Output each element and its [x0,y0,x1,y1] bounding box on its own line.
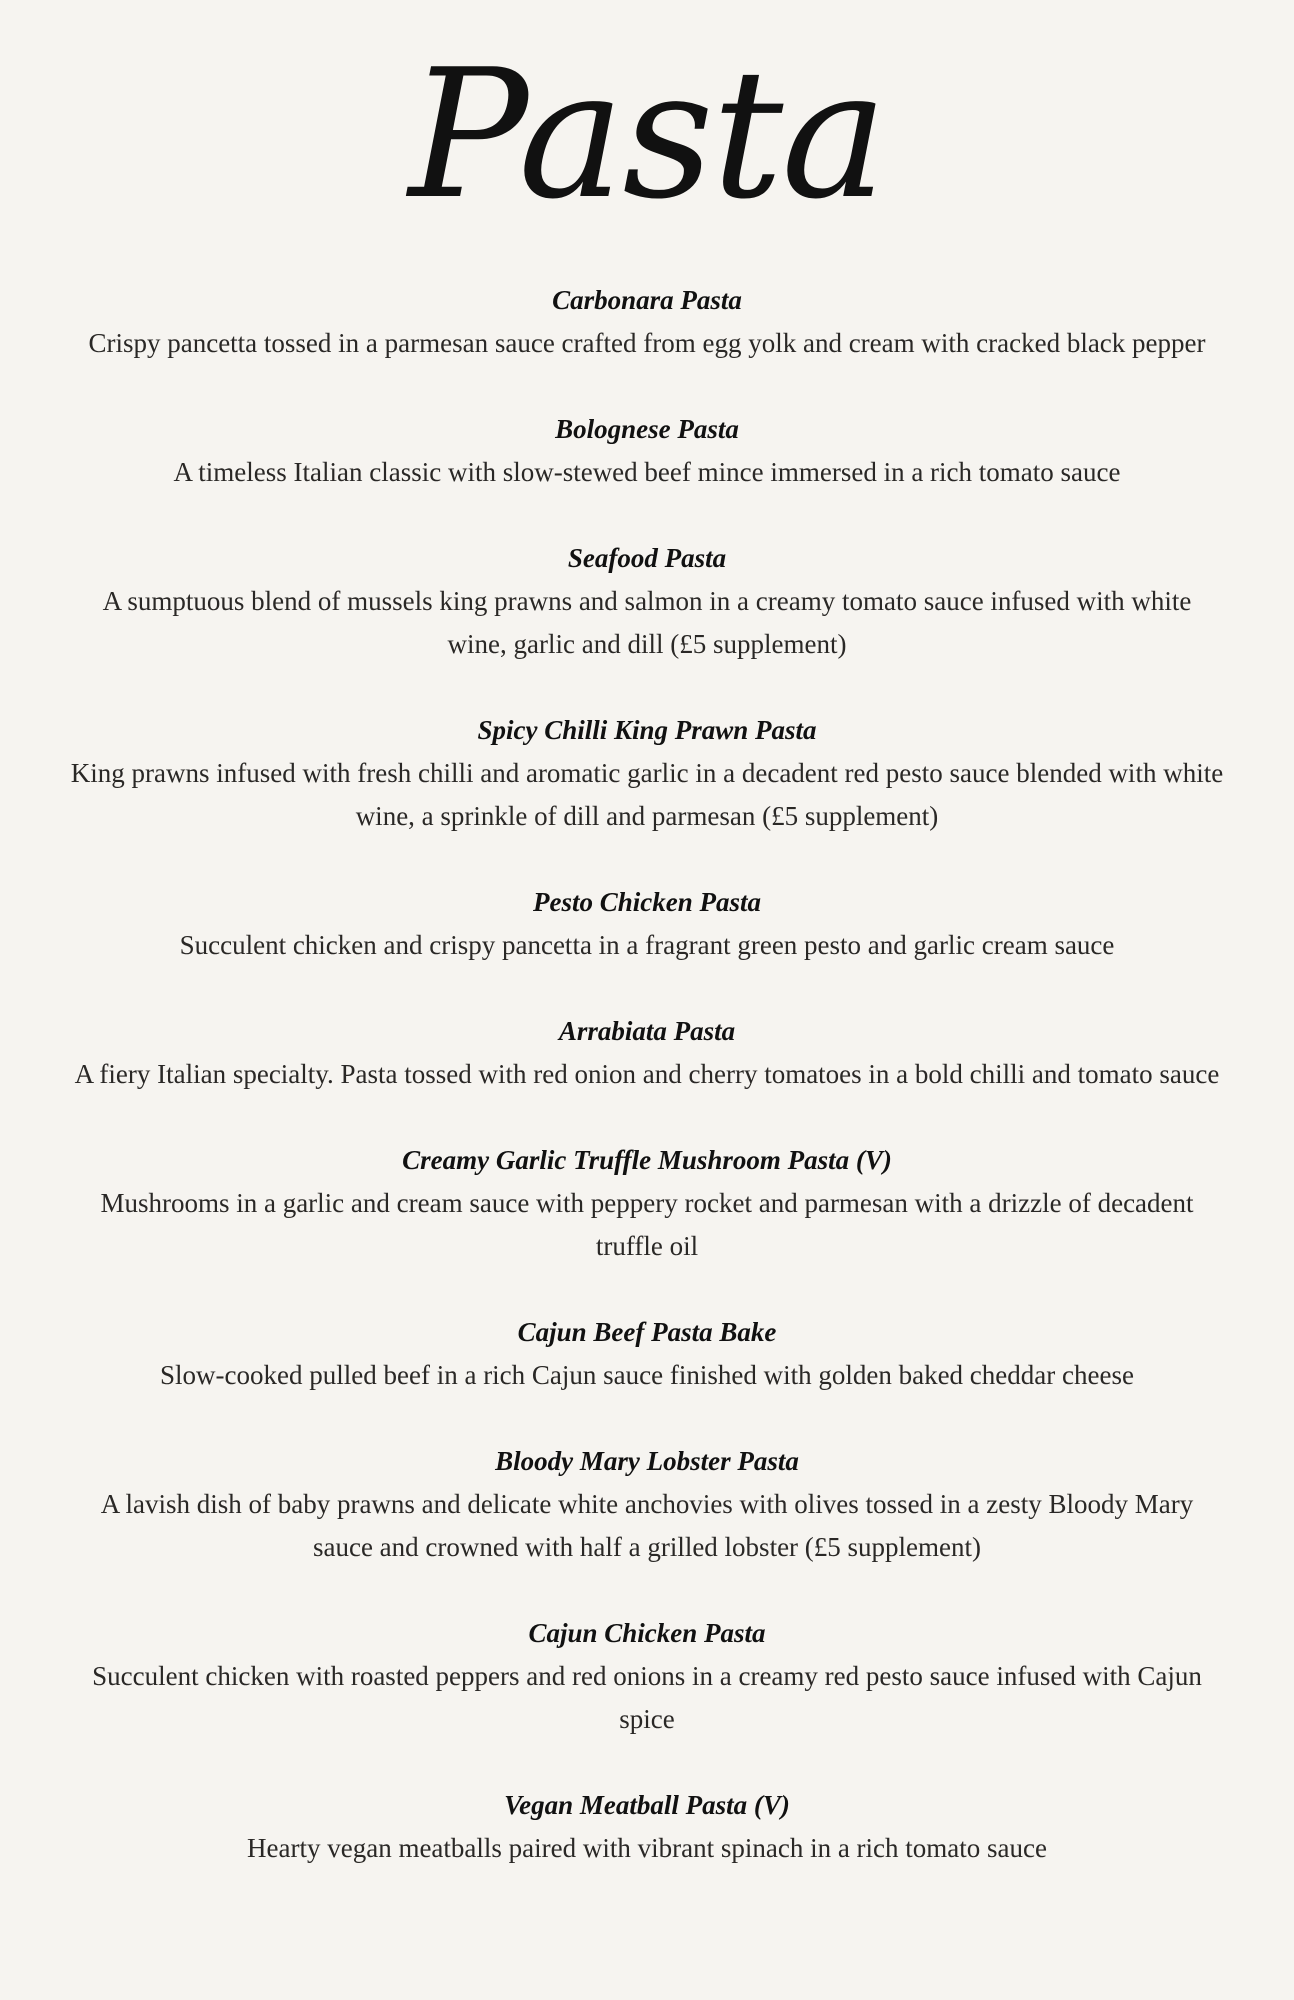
menu-item-name: Bolognese Pasta [555,414,739,444]
menu-item-name: Creamy Garlic Truffle Mushroom Pasta (V) [402,1145,892,1175]
menu-item-name: Spicy Chilli King Prawn Pasta [477,715,817,745]
menu-item-description: A fiery Italian specialty. Pasta tossed with red onion and cherry tomatoes in a bold chilli and tomato sauce [74,1059,1220,1089]
menu-item [70,1612,1224,1741]
menu-item-description: Succulent chicken with roasted peppers and red onions in a creamy red pesto sauce infused with Cajun spice [92,1661,1202,1734]
menu-item-description: A timeless Italian classic with slow-stewed beef mince immersed in a rich tomato sauce [173,457,1121,487]
menu-item-list [70,279,1224,1913]
menu-item [70,1311,1224,1397]
menu-item-description: Succulent chicken and crispy pancetta in a fragrant green pesto and garlic cream sauce [179,930,1115,960]
menu-item [70,1010,1224,1096]
menu-item-name: Vegan Meatball Pasta (V) [504,1790,790,1820]
menu-item-description: Slow-cooked pulled beef in a rich Cajun sauce finished with golden baked cheddar cheese [160,1360,1134,1390]
menu-item-name: Arrabiata Pasta [558,1016,736,1046]
menu-item-name: Cajun Beef Pasta Bake [517,1317,777,1347]
menu-item-name: Seafood Pasta [567,543,727,573]
menu-item-description: Crispy pancetta tossed in a parmesan sauce crafted from egg yolk and cream with cracked black pepper [88,328,1206,358]
menu-item-name: Cajun Chicken Pasta [528,1618,766,1648]
menu-item-description: Mushrooms in a garlic and cream sauce with peppery rocket and parmesan with a drizzle of decadent truffle oil [100,1188,1194,1261]
menu-item [70,881,1224,967]
menu-item [70,408,1224,494]
menu-item-description: A lavish dish of baby prawns and delicate white anchovies with olives tossed in a zesty Bloody Mary sauce and crowned with half a grilled lobster (£5 supplement) [100,1489,1194,1562]
menu-item-description: Hearty vegan meatballs paired with vibrant spinach in a rich tomato sauce [247,1833,1047,1863]
menu-item [70,279,1224,365]
menu-item [70,1139,1224,1268]
menu-item-name: Pesto Chicken Pasta [533,887,761,917]
menu-title: Pasta [408,31,886,238]
menu-item [70,709,1224,838]
menu-item-description: A sumptuous blend of mussels king prawns and salmon in a creamy tomato sauce infused with white wine, garlic and dill (£5 supplement) [102,586,1192,659]
menu-item [70,1784,1224,1870]
menu-item-name: Carbonara Pasta [552,285,742,315]
menu-item-name: Bloody Mary Lobster Pasta [495,1446,799,1476]
menu-item [70,537,1224,666]
menu-item-description: King prawns infused with fresh chilli and aromatic garlic in a decadent red pesto sauce blended with white wine, a sprinkle of dill and parmesan (£5 supplement) [70,758,1224,831]
menu-item [70,1440,1224,1569]
